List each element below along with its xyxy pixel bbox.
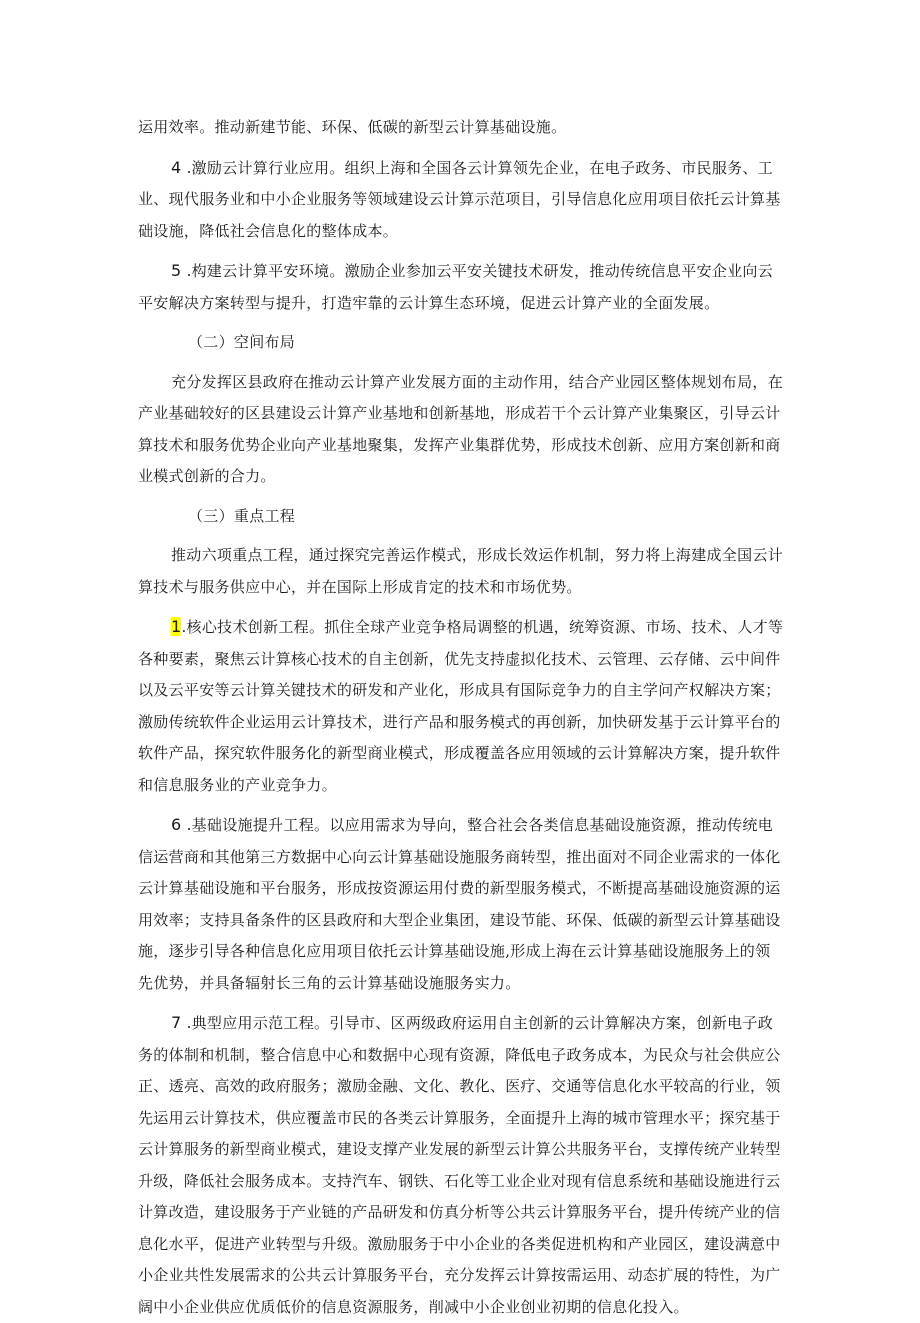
text-line [138, 1197, 786, 1229]
text-line [138, 738, 786, 770]
paragraph [138, 540, 786, 603]
text-line [138, 675, 786, 707]
line-text: 产业基础较好的区县建设云计算产业基地和创新基地，形成若干个云计算产业集聚区，引导云计 [138, 404, 781, 422]
text-line [138, 430, 786, 462]
text-line [138, 1103, 786, 1135]
paragraph-gap [138, 603, 786, 611]
list-number: 7 [171, 1013, 181, 1032]
paragraph-gap [138, 144, 786, 152]
line-text: .核心技术创新工程。抓住全球产业竞争格局调整的机遇，统筹资源、市场、技术、人才等 [181, 618, 783, 636]
paragraph [138, 611, 786, 801]
paragraph [138, 809, 786, 999]
line-text: 云计算服务的新型商业模式，建设支撑产业发展的新型云计算公共服务平台，支撑传统产业转型 [138, 1140, 781, 1158]
line-text: 息化水平，促进产业转型与升级。激励服务于中小企业的各类促进机构和产业园区，建设满意中 [138, 1235, 781, 1253]
paragraph-gap [138, 999, 786, 1007]
text-line [138, 152, 786, 185]
text-line [138, 112, 786, 144]
text-line [138, 611, 786, 644]
text-line [138, 1071, 786, 1103]
line-text: 推动六项重点工程，通过探究完善运作模式，形成长效运作机制，努力将上海建成全国云计 [171, 546, 783, 564]
line-text: 先优势，并具备辐射长三角的云计算基础设施服务实力。 [138, 974, 521, 992]
line-text: 充分发挥区县政府在推动云计算产业发展方面的主动作用，结合产业园区整体规划布局，在 [171, 373, 783, 391]
paragraph [138, 1007, 786, 1323]
line-text: .典型应用示范工程。引导市、区两级政府运用自主创新的云计算解决方案，创新电子政 [187, 1014, 773, 1032]
text-line [138, 1166, 786, 1198]
text-line [138, 327, 786, 359]
text-line [138, 842, 786, 874]
line-text: 激励传统软件企业运用云计算技术，进行产品和服务模式的再创新，加快研发基于云计算平台的 [138, 713, 781, 731]
text-line [138, 873, 786, 905]
paragraph [138, 112, 786, 144]
line-text: 务的体制和机制，整合信息中心和数据中心现有资源，降低电子政务成本，为民众与社会供应公 [138, 1046, 781, 1064]
line-text: .激励云计算行业应用。组织上海和全国各云计算领先企业，在电子政务、市民服务、工 [187, 159, 773, 177]
paragraph-gap [138, 532, 786, 540]
text-line [138, 1040, 786, 1072]
line-text: 算技术和服务优势企业向产业基地聚集，发挥产业集群优势，形成技术创新、应用方案创新和商 [138, 436, 781, 454]
line-text: 信运营商和其他第三方数据中心向云计算基础设施服务商转型，推出面对不同企业需求的一体化 [138, 848, 781, 866]
line-text: 平安解决方案转型与提升，打造牢靠的云计算生态环境，促进云计算产业的全面发展。 [138, 294, 719, 312]
text-line [138, 968, 786, 1000]
text-line [138, 936, 786, 968]
paragraph-gap [138, 319, 786, 327]
line-text: 小企业共性发展需求的公共云计算服务平台，充分发挥云计算按需运用、动态扩展的特性，为广 [138, 1266, 781, 1284]
paragraph-gap [138, 801, 786, 809]
line-text: 云计算基础设施和平台服务，形成按资源运用付费的新型服务模式，不断提高基础设施资源的运 [138, 879, 781, 897]
text-line [138, 216, 786, 248]
text-line [138, 1007, 786, 1040]
line-text: 先运用云计算技术，供应覆盖市民的各类云计算服务，全面提升上海的城市管理水平；探究基于 [138, 1109, 781, 1127]
line-text: 软件产品，探究软件服务化的新型商业模式，形成覆盖各应用领域的云计算解决方案，提升软件 [138, 744, 781, 762]
paragraph [138, 501, 786, 533]
line-text: 升级，降低社会服务成本。支持汽车、钢铁、石化等工业企业对现有信息系统和基础设施进行云 [138, 1172, 781, 1190]
text-line [138, 707, 786, 739]
paragraph [138, 255, 786, 319]
line-text: 计算改造，建设服务于产业链的产品研发和仿真分析等公共云计算服务平台，提升传统产业的信 [138, 1203, 781, 1221]
text-line [138, 1134, 786, 1166]
line-text: 算技术与服务供应中心，并在国际上形成肯定的技术和市场优势。 [138, 578, 582, 596]
text-line [138, 540, 786, 572]
line-text: （三）重点工程 [188, 507, 295, 525]
document-page [138, 112, 786, 1323]
text-line [138, 809, 786, 842]
paragraph [138, 327, 786, 359]
line-text: 运用效率。推动新建节能、环保、低碳的新型云计算基础设施。 [138, 118, 566, 136]
list-number: 1 [171, 617, 181, 636]
paragraph [138, 152, 786, 248]
paragraph-gap [138, 359, 786, 367]
text-line [138, 905, 786, 937]
text-line [138, 1260, 786, 1292]
text-line [138, 572, 786, 604]
paragraph-gap [138, 493, 786, 501]
list-number: 6 [171, 815, 181, 834]
line-text: 础设施，降低社会信息化的整体成本。 [138, 222, 398, 240]
line-text: 正、透亮、高效的政府服务；激励金融、文化、教化、医疗、交通等信息化水平较高的行业，领 [138, 1077, 781, 1095]
text-line [138, 1229, 786, 1261]
line-text: 以及云平安等云计算关键技术的研发和产业化，形成具有国际竞争力的自主学问产权解决方案； [138, 681, 781, 699]
line-text: 施，逐步引导各种信息化应用项目依托云计算基础设施,形成上海在云计算基础设施服务上的领 [138, 942, 770, 960]
line-text: 业模式创新的合力。 [138, 467, 276, 485]
paragraph-gap [138, 247, 786, 255]
text-line [138, 255, 786, 288]
list-number: 4 [171, 158, 181, 177]
line-text: 各种要素，聚焦云计算核心技术的自主创新，优先支持虚拟化技术、云管理、云存储、云中间件 [138, 650, 781, 668]
line-text: 用效率；支持具备条件的区县政府和大型企业集团，建设节能、环保、低碳的新型云计算基础设 [138, 911, 781, 929]
line-text: （二）空间布局 [188, 333, 295, 351]
text-line [138, 644, 786, 676]
paragraph [138, 367, 786, 493]
list-number: 5 [171, 261, 181, 280]
line-text: 业、现代服务业和中小企业服务等领域建设云计算示范项目，引导信息化应用项目依托云计算基 [138, 190, 781, 208]
text-line [138, 770, 786, 802]
text-line [138, 398, 786, 430]
line-text: .基础设施提升工程。以应用需求为导向，整合社会各类信息基础设施资源，推动传统电 [187, 816, 773, 834]
text-line [138, 461, 786, 493]
text-line [138, 1292, 786, 1323]
line-text: 阔中小企业供应优质低价的信息资源服务，削减中小企业创业初期的信息化投入。 [138, 1298, 689, 1316]
text-line [138, 367, 786, 399]
text-line [138, 184, 786, 216]
text-line [138, 288, 786, 320]
line-text: 和信息服务业的产业竞争力。 [138, 776, 337, 794]
text-line [138, 501, 786, 533]
line-text: .构建云计算平安环境。激励企业参加云平安关键技术研发，推动传统信息平安企业向云 [187, 262, 773, 280]
